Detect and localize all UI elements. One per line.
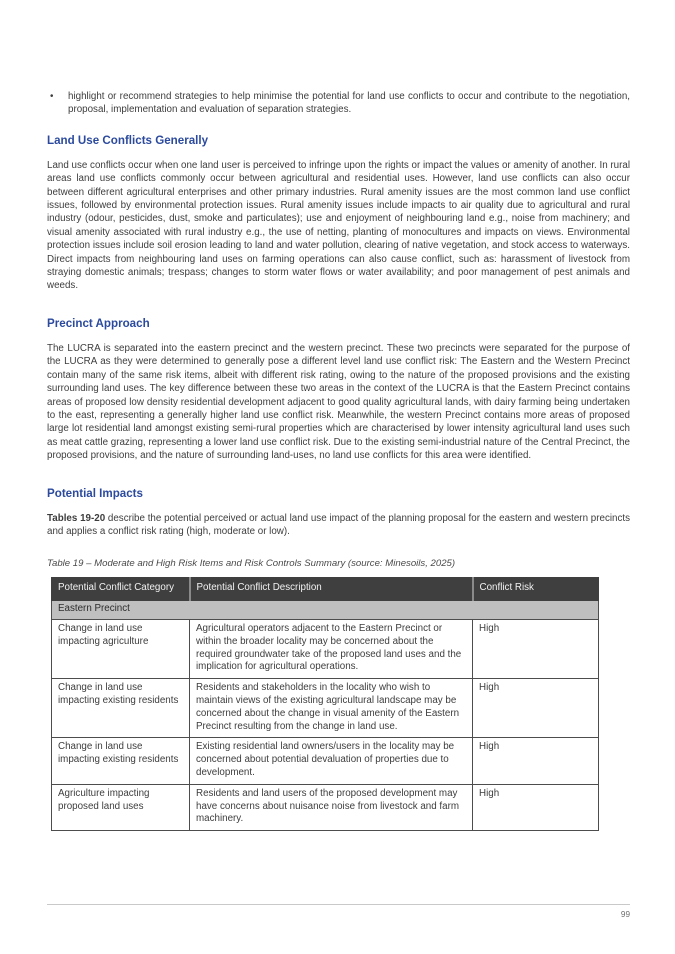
- cell-risk: High: [473, 784, 599, 830]
- column-header-potential-conflict-category: Potential Conflict Category: [52, 578, 190, 601]
- table-header-row: [52, 578, 599, 601]
- paragraph-precinct-approach: The LUCRA is separated into the eastern precinct and the western precinct. These two precincts were separated for the purpose of the LUCRA as they were determined to generally pose a different level land use conflict risk: The Eastern and the Western Precinct contain many of the same risk items, albeit with different risk rating, owing to the nature of the proposed provisions and the existing surrounding land uses. The key difference between these two areas in the context of the LUCRA is that the Eastern Precinct contains areas of proposed low density residential development adjacent to good quality agricultural lands, with dairy farming being undertaken to the east, representing a generally higher land use conflict risk. Meanwhile, the western Precinct contains more areas of proposed large lot residential land amongst existing semi-rural properties which are characterised by lower intensity agricultural land uses such as meat cattle grazing, representing a lower land use conflict risk. Due to the existing semi-industrial nature of the Central Precinct, the proposed provisions, and the nature of surrounding land-uses, no land use conflicts for this area were identified.: [47, 342, 630, 462]
- document-page: [47, 90, 630, 831]
- cell-description: Existing residential land owners/users in the locality may be concerned about potential devaluation of properties due to development.: [190, 738, 473, 784]
- section-heading-potential-impacts: Potential Impacts: [47, 486, 143, 500]
- cell-risk: High: [473, 619, 599, 678]
- table-row: [52, 738, 599, 784]
- table-row: [52, 619, 599, 678]
- table-caption: Table 19 – Moderate and High Risk Items and Risk Controls Summary (source: Minesoils, 2025): [47, 558, 456, 570]
- page-footer: [47, 904, 630, 919]
- cell-description: Residents and stakeholders in the locality who wish to maintain views of the existing agricultural landscape may be concerned about the change in visual amenity of the Eastern Precinct resulting from the change in land use.: [190, 679, 473, 738]
- bullet-icon: •: [50, 91, 54, 102]
- section-heading-land-use-conflicts: Land Use Conflicts Generally: [47, 133, 209, 147]
- table-group-row-eastern-precinct: [52, 601, 599, 620]
- bullet-text: highlight or recommend strategies to help minimise the potential for land use conflicts to occur and contribute to the negotiation, proposal, implementation and evaluation of separation strategies.: [68, 91, 630, 116]
- tables-reference-bold: Tables 19-20: [47, 512, 106, 524]
- cell-category: Change in land use impacting existing residents: [52, 679, 190, 738]
- cell-risk: High: [473, 679, 599, 738]
- column-header-potential-conflict-description: Potential Conflict Description: [190, 578, 473, 601]
- cell-risk: High: [473, 738, 599, 784]
- cell-description: Agricultural operators adjacent to the Eastern Precinct or within the broader locality may be concerned about the required groundwater take of the proposed land uses and the implication for agricultural operations.: [190, 619, 473, 678]
- group-row-label: Eastern Precinct: [52, 601, 599, 620]
- cell-category: Agriculture impacting proposed land uses: [52, 784, 190, 830]
- section-heading-precinct-approach: Precinct Approach: [47, 316, 150, 330]
- paragraph-land-use-conflicts: Land use conflicts occur when one land user is perceived to infringe upon the rights or impact the values or amenity of another. In rural areas land use conflicts commonly occur between agricultural and residential uses. However, land use conflicts can also occur between different agricultural enterprises and other primary industries. Rural amenity issues are the most common land use conflict issues, followed by environmental protection issues. Rural amenity issues include impacts to air quality due to agricultural and rural industry (odour, pesticides, dust, smoke and particulates); use and enjoyment of neighbouring land e.g., noise from machinery; and visual amenity associated with rural industry e.g., the use of netting, planting of monocultures and impacts on views. Environmental protection issues include soil erosion leading to land and water pollution, clearing of native vegetation, and stock access to waterways. Direct impacts from neighbouring land uses on farming operations can also cause conflict, such as: harassment of livestock from straying domestic animals; trespass; changes to storm water flows or water availability; and poor management of pest animals and weeds.: [47, 159, 630, 292]
- cell-category: Change in land use impacting agriculture: [52, 619, 190, 678]
- cell-description: Residents and land users of the proposed development may have concerns about nuisance noise from livestock and farm machinery.: [190, 784, 473, 830]
- page-number: 99: [620, 910, 630, 919]
- section-land-use-conflicts: [47, 134, 630, 293]
- section-potential-impacts: [47, 487, 630, 539]
- cell-category: Change in land use impacting existing residents: [52, 738, 190, 784]
- table-row: [52, 679, 599, 738]
- tables-reference-rest: describe the potential perceived or actual land use impact of the planning proposal for the eastern and western precincts and applies a conflict risk rating (high, moderate or low).: [47, 512, 630, 537]
- risk-summary-table: [51, 577, 599, 831]
- table-row: [52, 784, 599, 830]
- section-precinct-approach: [47, 317, 630, 463]
- paragraph-potential-impacts: [47, 512, 630, 539]
- bullet-list-item: [47, 90, 630, 117]
- column-header-conflict-risk: Conflict Risk: [473, 578, 599, 601]
